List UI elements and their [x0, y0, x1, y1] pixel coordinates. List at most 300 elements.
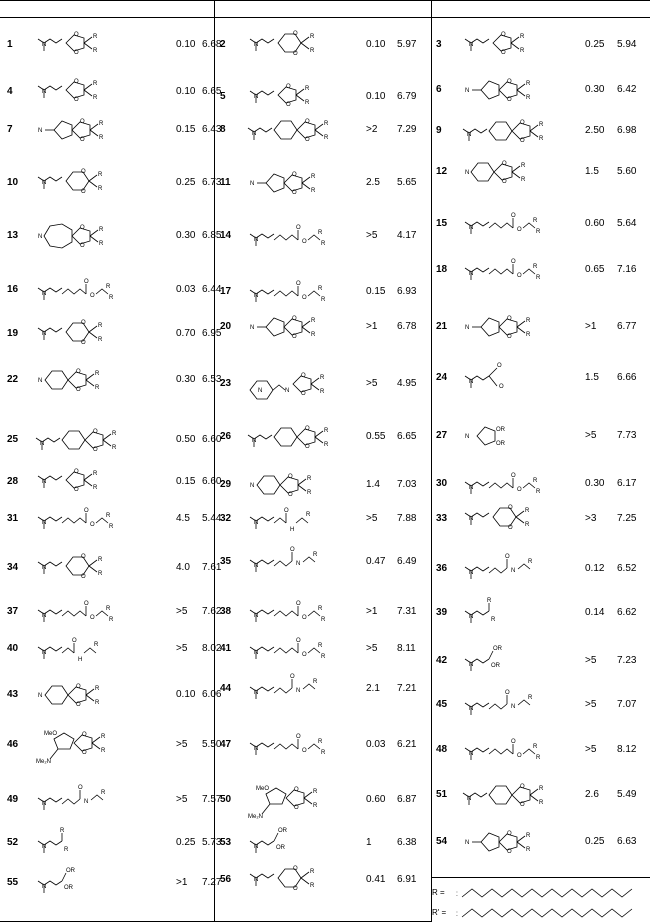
- compound-id: 29: [220, 479, 232, 490]
- lipid-structure-drawing: [36, 313, 136, 355]
- svg-text:R: R: [526, 318, 531, 324]
- compound-id: 52: [7, 837, 19, 848]
- svg-text:O: O: [72, 638, 77, 644]
- compound-id: 9: [436, 125, 442, 136]
- pka-value: 7.88: [397, 513, 417, 524]
- svg-text:R: R: [536, 755, 541, 761]
- svg-text:N: N: [250, 181, 255, 187]
- lipid-structure-drawing: [248, 162, 348, 204]
- svg-text:N: N: [42, 565, 47, 571]
- pka-value: 4.95: [397, 378, 417, 389]
- svg-text:R: R: [539, 786, 544, 792]
- svg-text:R: R: [525, 508, 530, 514]
- alkyl-chain-drawing: [458, 906, 643, 920]
- ed50-value: 0.50: [176, 434, 196, 445]
- svg-text:R: R: [318, 606, 323, 612]
- compound-id: 6: [436, 84, 442, 95]
- svg-text:R: R: [310, 34, 315, 40]
- pka-value: 7.25: [617, 513, 637, 524]
- compound-id: 21: [436, 321, 448, 332]
- svg-text:N: N: [296, 561, 301, 567]
- svg-text:N: N: [465, 88, 470, 94]
- compound-id: 4: [7, 86, 13, 97]
- lipid-structure-drawing: [463, 69, 563, 111]
- lipid-structure-drawing: [248, 498, 348, 540]
- ed50-value: 0.10: [176, 86, 196, 97]
- svg-text:MeO: MeO: [256, 786, 270, 792]
- svg-text:O: O: [82, 750, 87, 756]
- pka-value: 6.65: [397, 431, 417, 442]
- lipid-structure-drawing: [36, 779, 136, 821]
- svg-text:O: O: [501, 50, 506, 56]
- compound-id: 25: [7, 434, 19, 445]
- compound-id: 14: [220, 230, 232, 241]
- svg-text:N: N: [254, 690, 259, 696]
- svg-text:R: R: [520, 34, 525, 40]
- svg-text:R: R: [526, 833, 531, 839]
- svg-text:O: O: [517, 227, 522, 233]
- ed50-value: 1.4: [366, 479, 380, 490]
- pka-value: 6.21: [397, 739, 417, 750]
- compound-id: 3: [436, 39, 442, 50]
- svg-text:O: O: [511, 213, 516, 219]
- compound-id: 44: [220, 683, 232, 694]
- ed50-value: 0.10: [176, 39, 196, 50]
- lipid-structure-drawing: [463, 151, 563, 193]
- alkyl-chain-drawing: [458, 886, 643, 900]
- svg-text:O: O: [301, 391, 306, 397]
- svg-text:N: N: [42, 180, 47, 186]
- svg-text:O: O: [81, 554, 86, 560]
- ed50-value: 0.25: [176, 837, 196, 848]
- svg-text:R: R: [533, 218, 538, 224]
- svg-text:N: N: [254, 613, 259, 619]
- svg-text:R: R: [318, 230, 323, 236]
- svg-text:R: R: [313, 552, 318, 558]
- svg-text:R: R: [93, 81, 98, 87]
- lipid-structure-drawing: [248, 591, 348, 633]
- svg-text:R: R: [536, 275, 541, 281]
- compound-id: 23: [220, 378, 232, 389]
- svg-text:H: H: [290, 527, 295, 533]
- ed50-value: >5: [366, 643, 378, 654]
- ed50-value: 2.6: [585, 789, 599, 800]
- svg-text:O: O: [81, 189, 86, 195]
- ed50-value: 1.5: [585, 372, 599, 383]
- svg-text:R: R: [320, 389, 325, 395]
- svg-text:R: R: [311, 174, 316, 180]
- ed50-value: 2.50: [585, 125, 605, 136]
- svg-text:O: O: [293, 866, 298, 872]
- svg-text:N: N: [254, 520, 259, 526]
- compound-id: 49: [7, 794, 19, 805]
- ed50-value: 0.25: [585, 836, 605, 847]
- lipid-structure-drawing: [248, 822, 348, 864]
- compound-id: 56: [220, 874, 232, 885]
- compound-id: 38: [220, 606, 232, 617]
- svg-text:O: O: [520, 120, 525, 126]
- lipid-structure-drawing: [36, 461, 136, 503]
- svg-text:O: O: [511, 473, 516, 479]
- svg-text:N: N: [469, 485, 474, 491]
- ed50-value: 0.30: [176, 230, 196, 241]
- svg-text:O: O: [286, 102, 291, 108]
- svg-text:R: R: [99, 121, 104, 127]
- svg-text:R: R: [310, 869, 315, 875]
- svg-text:OR: OR: [64, 885, 73, 891]
- svg-text:R: R: [93, 48, 98, 54]
- svg-text:N: N: [42, 884, 47, 890]
- svg-text:O: O: [81, 169, 86, 175]
- ed50-value: >5: [176, 794, 188, 805]
- svg-text:R: R: [101, 734, 106, 740]
- svg-text:N: N: [469, 379, 474, 385]
- svg-text:R: R: [101, 790, 106, 796]
- svg-text:R: R: [533, 264, 538, 270]
- svg-text:R: R: [93, 485, 98, 491]
- ed50-value: 4.5: [176, 513, 190, 524]
- svg-text:R: R: [93, 95, 98, 101]
- svg-text:O: O: [74, 487, 79, 493]
- svg-text:N: N: [42, 801, 47, 807]
- svg-text:O: O: [505, 690, 510, 696]
- svg-text:R: R: [526, 95, 531, 101]
- lipid-structure-drawing: [248, 24, 348, 66]
- svg-text:N: N: [258, 388, 263, 394]
- lipid-structure-drawing: [463, 249, 563, 291]
- svg-text:N: N: [42, 479, 47, 485]
- svg-text:O: O: [305, 444, 310, 450]
- lipid-structure-drawing: [463, 415, 563, 457]
- pka-value: 6.43: [202, 124, 222, 135]
- svg-text:N: N: [42, 844, 47, 850]
- lipid-structure-drawing: [463, 24, 563, 66]
- svg-text:N: N: [469, 271, 474, 277]
- svg-text:R: R: [324, 135, 329, 141]
- svg-text:N: N: [254, 42, 259, 48]
- svg-text:O: O: [293, 51, 298, 57]
- pka-value: 7.61: [202, 562, 222, 573]
- svg-text:N: N: [467, 132, 472, 138]
- pka-value: 5.73: [202, 837, 222, 848]
- pka-value: 6.49: [397, 556, 417, 567]
- svg-text:N: N: [296, 688, 301, 694]
- ed50-value: >5: [176, 606, 188, 617]
- ed50-value: >5: [585, 430, 597, 441]
- svg-text:R: R: [98, 337, 103, 343]
- compound-id: 42: [436, 655, 448, 666]
- pka-value: 5.44: [202, 513, 222, 524]
- ed50-value: 0.15: [366, 286, 386, 297]
- svg-text:R: R: [93, 34, 98, 40]
- compound-id: 45: [436, 699, 448, 710]
- pka-value: 6.60: [202, 476, 222, 487]
- lipid-structure-drawing: [248, 859, 348, 901]
- svg-text:N: N: [42, 89, 47, 95]
- svg-text:O: O: [80, 243, 85, 249]
- svg-text:O: O: [84, 508, 89, 514]
- svg-text:R: R: [521, 163, 526, 169]
- svg-text:R: R: [321, 750, 326, 756]
- svg-text:R: R: [106, 606, 111, 612]
- svg-text:O: O: [296, 281, 301, 287]
- svg-text:R: R: [307, 490, 312, 496]
- legend-rule: [431, 877, 650, 878]
- lipid-structure-drawing: [248, 306, 348, 348]
- svg-text:O: O: [507, 316, 512, 322]
- compound-id: 22: [7, 374, 19, 385]
- ed50-value: 2.5: [366, 177, 380, 188]
- svg-text:⁚: ⁚: [456, 912, 458, 918]
- svg-text:N: N: [469, 225, 474, 231]
- lipid-structure-drawing: [36, 724, 136, 766]
- svg-text:O: O: [501, 32, 506, 38]
- lipid-structure-drawing: [36, 547, 136, 589]
- svg-text:OR: OR: [493, 646, 502, 652]
- pka-value: 4.17: [397, 230, 417, 241]
- compound-id: 8: [220, 124, 226, 135]
- compound-id: 12: [436, 166, 448, 177]
- svg-text:O: O: [302, 239, 307, 245]
- svg-text:R: R: [528, 559, 533, 565]
- lipid-structure-drawing: [248, 215, 348, 257]
- svg-text:O: O: [305, 119, 310, 125]
- lipid-structure-drawing: [36, 215, 136, 257]
- pka-value: 7.62: [202, 606, 222, 617]
- lipid-structure-drawing: [36, 628, 136, 670]
- svg-text:O: O: [290, 547, 295, 553]
- lipid-structure-drawing: [248, 779, 348, 821]
- svg-text:O: O: [301, 373, 306, 379]
- svg-text:R: R: [109, 617, 114, 623]
- svg-text:N: N: [42, 520, 47, 526]
- svg-text:N: N: [42, 613, 47, 619]
- svg-text:O: O: [292, 190, 297, 196]
- svg-text:O: O: [502, 179, 507, 185]
- svg-text:R: R: [536, 229, 541, 235]
- pka-value: 6.66: [617, 372, 637, 383]
- pka-value: 8.02: [202, 643, 222, 654]
- ed50-value: 0.55: [366, 431, 386, 442]
- svg-text:OR: OR: [66, 868, 75, 874]
- svg-text:R: R: [536, 489, 541, 495]
- svg-text:O: O: [294, 787, 299, 793]
- pka-value: 6.17: [617, 478, 637, 489]
- svg-text:N: N: [40, 441, 45, 447]
- svg-text:R: R: [533, 478, 538, 484]
- compound-id: 10: [7, 177, 19, 188]
- lipid-structure-drawing: [36, 498, 136, 540]
- pka-value: 6.52: [617, 563, 637, 574]
- svg-text:R: R: [311, 332, 316, 338]
- pka-value: 6.73: [202, 177, 222, 188]
- svg-text:R: R: [305, 100, 310, 106]
- lipid-structure-drawing: [248, 416, 348, 458]
- lipid-structure-drawing: [463, 684, 563, 726]
- compound-id: 28: [7, 476, 19, 487]
- compound-id: 35: [220, 556, 232, 567]
- svg-text:O: O: [76, 369, 81, 375]
- compound-id: 24: [436, 372, 448, 383]
- compound-id: 16: [7, 284, 19, 295]
- svg-text:R: R: [313, 789, 318, 795]
- svg-text:MeO: MeO: [44, 731, 58, 737]
- ed50-value: 0.03: [366, 739, 386, 750]
- ed50-value: 0.65: [585, 264, 605, 275]
- svg-text:N: N: [511, 568, 516, 574]
- svg-text:OR: OR: [496, 441, 505, 447]
- ed50-value: 0.25: [585, 39, 605, 50]
- ed50-value: >5: [176, 643, 188, 654]
- svg-text:N: N: [254, 293, 259, 299]
- svg-text:R: R: [106, 284, 111, 290]
- svg-text:R: R: [307, 476, 312, 482]
- pka-value: 5.97: [397, 39, 417, 50]
- pka-value: 6.85: [202, 230, 222, 241]
- svg-text:H: H: [78, 657, 83, 663]
- svg-text:N: N: [465, 170, 470, 176]
- ed50-value: >2: [366, 124, 378, 135]
- pka-value: 5.60: [617, 166, 637, 177]
- svg-text:O: O: [81, 574, 86, 580]
- ed50-value: >3: [585, 513, 597, 524]
- svg-text:O: O: [511, 739, 516, 745]
- svg-text:O: O: [520, 138, 525, 144]
- svg-text:R: R: [313, 803, 318, 809]
- compound-id: 48: [436, 744, 448, 755]
- svg-text:R: R: [98, 186, 103, 192]
- svg-text:O: O: [293, 31, 298, 37]
- svg-text:O: O: [90, 293, 95, 299]
- svg-text:O: O: [305, 137, 310, 143]
- pka-value: 6.65: [202, 86, 222, 97]
- svg-text:N: N: [38, 234, 43, 240]
- svg-text:O: O: [76, 387, 81, 393]
- svg-text:R: R: [520, 48, 525, 54]
- svg-text:N: N: [38, 693, 43, 699]
- ed50-value: >1: [585, 321, 597, 332]
- compound-id: 41: [220, 643, 232, 654]
- ed50-value: 0.10: [366, 39, 386, 50]
- svg-text:R: R: [60, 828, 65, 834]
- svg-text:O: O: [517, 273, 522, 279]
- svg-text:O: O: [84, 601, 89, 607]
- svg-text:R: R: [528, 695, 533, 701]
- pka-value: 6.95: [202, 328, 222, 339]
- svg-text:O: O: [292, 172, 297, 178]
- pka-value: 5.65: [397, 177, 417, 188]
- svg-text:N: N: [42, 291, 47, 297]
- svg-text:O: O: [80, 137, 85, 143]
- svg-text:R: R: [539, 136, 544, 142]
- ed50-value: >5: [366, 513, 378, 524]
- svg-text:O: O: [305, 426, 310, 432]
- svg-text:R: R: [95, 700, 100, 706]
- svg-text:Me₂N: Me₂N: [248, 814, 263, 820]
- compound-id: 27: [436, 430, 448, 441]
- svg-text:R: R: [321, 241, 326, 247]
- svg-text:R: R: [305, 86, 310, 92]
- pka-value: 6.79: [397, 91, 417, 102]
- compound-id: 30: [436, 478, 448, 489]
- ed50-value: 4.0: [176, 562, 190, 573]
- svg-text:O: O: [507, 97, 512, 103]
- svg-text:O: O: [302, 615, 307, 621]
- svg-text:O: O: [76, 684, 81, 690]
- lipid-structure-drawing: [463, 729, 563, 771]
- svg-text:OR: OR: [496, 427, 505, 433]
- svg-text:O: O: [293, 886, 298, 892]
- pka-value: 6.63: [617, 836, 637, 847]
- lipid-structure-drawing: [248, 724, 348, 766]
- header-rule: [0, 0, 650, 1]
- svg-text:O: O: [507, 831, 512, 837]
- ed50-value: 0.15: [176, 124, 196, 135]
- svg-text:N: N: [38, 128, 43, 134]
- pka-value: 7.03: [397, 479, 417, 490]
- svg-text:R: R: [95, 686, 100, 692]
- svg-text:O: O: [520, 784, 525, 790]
- compound-id: 39: [436, 607, 448, 618]
- svg-text:R: R: [539, 122, 544, 128]
- svg-text:N: N: [285, 388, 290, 394]
- compound-id: 31: [7, 513, 19, 524]
- lipid-structure-drawing: [463, 498, 563, 540]
- svg-text:R: R: [93, 471, 98, 477]
- svg-text:R: R: [99, 227, 104, 233]
- ed50-value: >5: [366, 378, 378, 389]
- pka-value: 5.49: [617, 789, 637, 800]
- svg-text:O: O: [505, 554, 510, 560]
- ed50-value: 1: [366, 837, 372, 848]
- pka-value: 7.21: [397, 683, 417, 694]
- svg-text:N: N: [469, 516, 474, 522]
- svg-text:N: N: [469, 570, 474, 576]
- svg-text:R: R: [311, 318, 316, 324]
- svg-text:O: O: [90, 522, 95, 528]
- panel-divider: [431, 0, 432, 922]
- compound-id: 19: [7, 328, 19, 339]
- svg-text:N: N: [465, 325, 470, 331]
- compound-id: 26: [220, 431, 232, 442]
- svg-text:O: O: [93, 447, 98, 453]
- ed50-value: >5: [366, 230, 378, 241]
- compound-id: 17: [220, 286, 232, 297]
- svg-text:O: O: [93, 429, 98, 435]
- svg-text:O: O: [508, 505, 513, 511]
- pka-value: 7.27: [202, 877, 222, 888]
- svg-text:O: O: [292, 334, 297, 340]
- pka-value: 6.87: [397, 794, 417, 805]
- svg-text:O: O: [296, 638, 301, 644]
- ed50-value: 0.41: [366, 874, 386, 885]
- svg-text:O: O: [296, 734, 301, 740]
- compound-id: 5: [220, 91, 226, 102]
- compound-id: 37: [7, 606, 19, 617]
- svg-text:O: O: [507, 849, 512, 855]
- svg-text:O: O: [497, 363, 502, 369]
- svg-text:O: O: [81, 320, 86, 326]
- svg-text:R: R: [533, 744, 538, 750]
- svg-text:O: O: [302, 748, 307, 754]
- lipid-structure-drawing: [36, 359, 136, 401]
- svg-text:O: O: [517, 487, 522, 493]
- svg-text:O: O: [502, 161, 507, 167]
- header-rule: [0, 17, 650, 18]
- svg-text:N: N: [511, 704, 516, 710]
- ed50-value: 1.5: [585, 166, 599, 177]
- pka-value: 7.31: [397, 606, 417, 617]
